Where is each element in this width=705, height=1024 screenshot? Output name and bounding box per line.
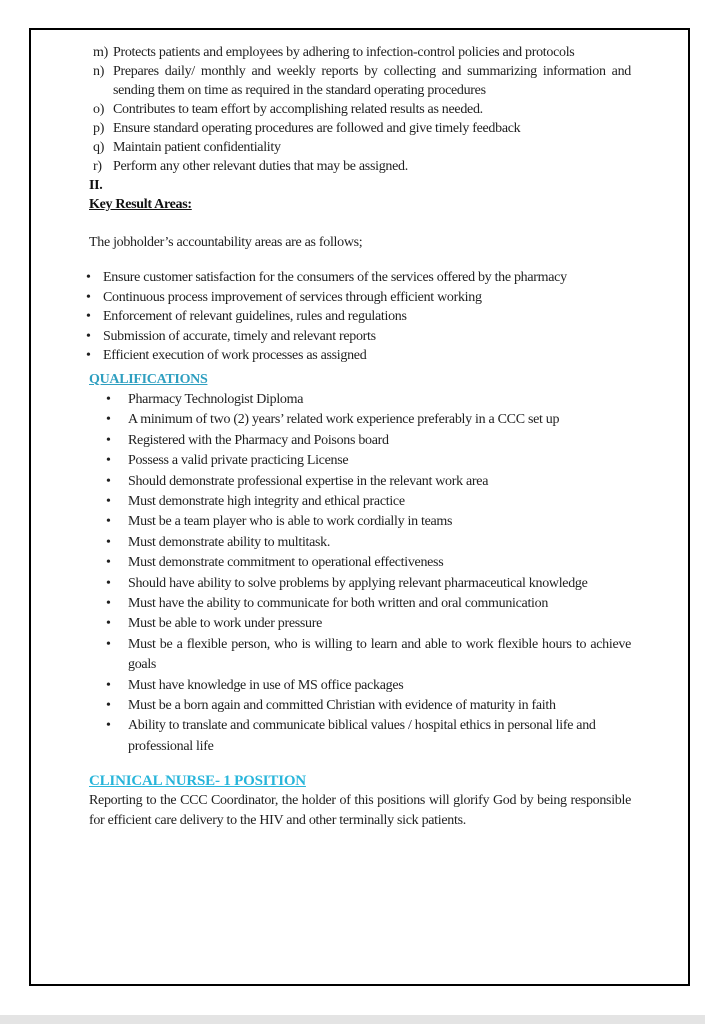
key-result-areas-heading: Key Result Areas:: [89, 197, 192, 212]
accountability-intro: The jobholder’s accountability areas are as follows;: [89, 235, 363, 250]
page-content: [31, 30, 688, 831]
duty-marker: p): [93, 121, 105, 136]
duty-item: [89, 119, 631, 138]
duty-text: Protects patients and employees by adhering to infection-control policies and protocols: [113, 45, 575, 60]
qualification-item: • Must have knowledge in use of MS office packages: [89, 676, 631, 696]
clinical-nurse-heading: CLINICAL NURSE- 1 POSITION: [89, 773, 306, 790]
qualification-item: • Should have ability to solve problems by applying relevant pharmaceutical knowledge: [89, 574, 631, 594]
qualification-item: • Must demonstrate commitment to operational effectiveness: [89, 553, 631, 573]
qualification-item: • Should demonstrate professional expertise in the relevant work area: [89, 472, 631, 492]
qualification-item: • Must be a born again and committed Christian with evidence of maturity in faith: [89, 696, 631, 716]
duties-list: [89, 43, 631, 176]
duty-marker: m): [93, 45, 108, 60]
key-result-item: • Submission of accurate, timely and relevant reports: [89, 327, 631, 347]
qualification-item: • Ability to translate and communicate biblical values / hospital ethics in personal life and professional life: [89, 716, 631, 757]
qualification-item: • Must demonstrate ability to multitask.: [89, 533, 631, 553]
duty-text: Ensure standard operating procedures are followed and give timely feedback: [113, 121, 521, 136]
duty-text: Perform any other relevant duties that may be assigned.: [113, 159, 408, 174]
section-number: II.: [89, 178, 103, 193]
duty-item: [89, 100, 631, 119]
duty-item: [89, 43, 631, 62]
qualification-item: • A minimum of two (2) years’ related work experience preferably in a CCC set up: [89, 410, 631, 430]
key-result-item: • Continuous process improvement of services through efficient working: [89, 288, 631, 308]
document-page: [29, 28, 690, 986]
key-result-item: • Enforcement of relevant guidelines, rules and regulations: [89, 307, 631, 327]
duty-item: [89, 138, 631, 157]
qualification-item: • Must demonstrate high integrity and ethical practice: [89, 492, 631, 512]
duty-text: Contributes to team effort by accomplishing related results as needed.: [113, 102, 483, 117]
qualifications-list: [89, 390, 631, 757]
duty-text: Maintain patient confidentiality: [113, 140, 281, 155]
duty-marker: n): [93, 64, 105, 79]
qualification-item: • Possess a valid private practicing License: [89, 451, 631, 471]
duty-marker: o): [93, 102, 105, 117]
viewer-bottom-strip: [0, 1015, 705, 1024]
qualification-item: • Must be able to work under pressure: [89, 614, 631, 634]
duty-item: [89, 62, 631, 100]
duty-text: Prepares daily/ monthly and weekly reports by collecting and summarizing information and sending them on time as required in the standard operating procedures: [113, 64, 631, 98]
qualification-item: • Must be a flexible person, who is willing to learn and able to work flexible hours to achieve goals: [89, 635, 631, 676]
key-result-bullets: [89, 268, 631, 366]
duty-marker: r): [93, 159, 102, 174]
qualification-item: • Must have the ability to communicate for both written and oral communication: [89, 594, 631, 614]
duty-marker: q): [93, 140, 105, 155]
qualification-item: • Pharmacy Technologist Diploma: [89, 390, 631, 410]
key-result-item: • Efficient execution of work processes as assigned: [89, 346, 631, 366]
qualifications-heading: QUALIFICATIONS: [89, 371, 208, 387]
key-result-item: • Ensure customer satisfaction for the consumers of the services offered by the pharmacy: [89, 268, 631, 288]
qualification-item: • Must be a team player who is able to work cordially in teams: [89, 512, 631, 532]
duty-item: [89, 157, 631, 176]
clinical-nurse-description: Reporting to the CCC Coordinator, the holder of this positions will glorify God by being responsible for efficient care delivery to the HIV and other terminally sick patients.: [89, 793, 631, 829]
qualification-item: • Registered with the Pharmacy and Poisons board: [89, 431, 631, 451]
